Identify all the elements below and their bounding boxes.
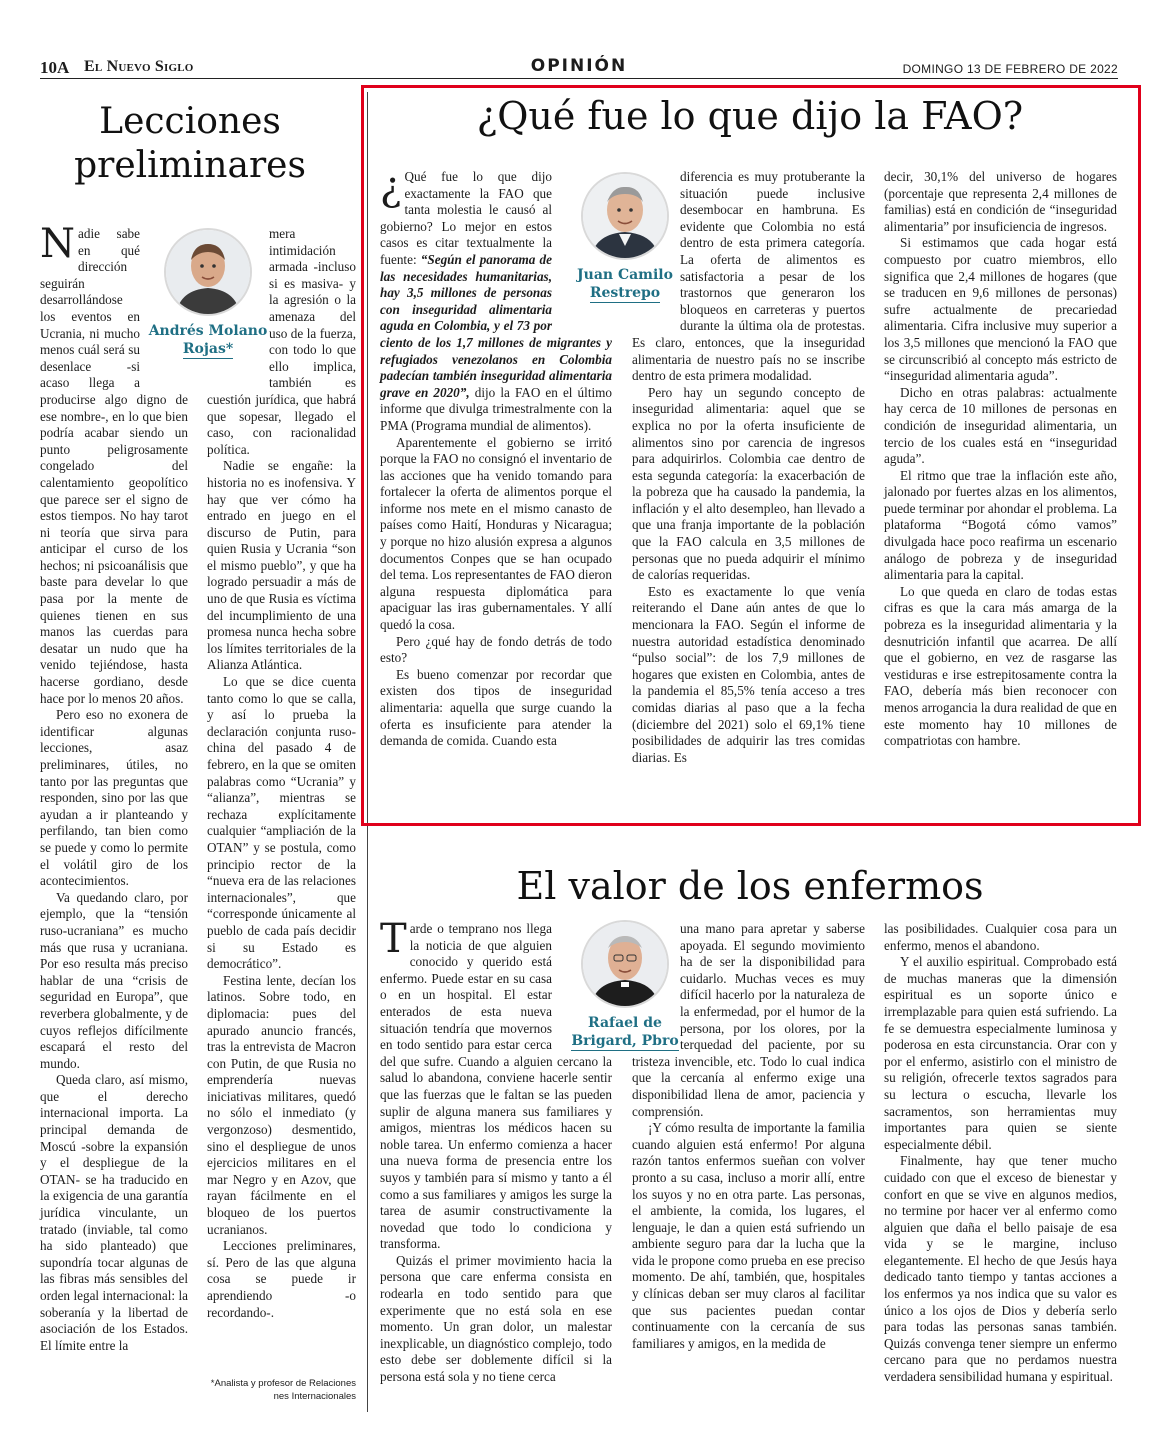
photo-gap bbox=[632, 169, 680, 319]
paragraph: Quizás el primer movimiento hacia la persona que care enferma consista en rodearla en todo sentido para que experimente que no está sola en ese momento. Un gran dolor, un malestar inexplicable, un diagnóstico complejo, todo esto debe ser doblemente difícil si la persona está sola y no tiene cerca bbox=[380, 1252, 612, 1385]
article1-title-line1: Lecciones bbox=[99, 101, 281, 142]
paragraph: Pero eso no exonera de identificar algunas lecciones, asaz preliminares, útiles, no tanto por las preguntas que responden, sino por las que ayudan a ir planteando y perfilando, tan bien como se puede y como lo permite el volátil giro de los acontecimientos. bbox=[40, 707, 188, 889]
paragraph: Pero hay un segundo concepto de inseguridad alimentaria: aquel que se explica no por la oferta insuficiente de alimentos sino por carencia de ingresos para adquirirlos. Colombia cae dentro de esta segunda categoría: la exacerbación de la pobreza que ha causado la pandemia, la inflación y el alto desempleo, han llevado a que una franja importante de la población que la FAO calcula en 3,5 millones de personas que no pueda adquirir el mínimo de calorías requeridas. bbox=[632, 384, 865, 583]
newspaper-name: El Nuevo Siglo bbox=[84, 58, 194, 75]
paragraph: ¿ Qué fue lo que dijo exactamente la FAO que tanta molestia le causó al gobierno? Lo mejor en estos casos es citar textualmente la fuente: “Según el panorama de las necesidades humanitarias, hay 3,5 millones de personas con inseguridad alimentaria aguda en Colombia, y el 73 por ciento de los 1,7 millones de migrantes y refugiados venezolanos en Colombia padecían también inseguridad alimentaria grave en 2020”, dijo la FAO en el último informe que divulga trimestralmente con la PMA (Programa mundial de alimentos). bbox=[380, 164, 612, 433]
paragraph: Lo que se dice cuenta tanto como lo que se calla, y así lo prueba la declaración conjunta ruso-china del pasado 4 de febrero, en la que se omiten palabras como “Ucrania” y “alianza”, mientras se rechaza explícitamente cualquier “ampliación de la OTAN” y se postula, como principio rector de la “nueva era de las relaciones internacionales”, que “corresponde únicamente al pueblo de cada país decidir si su Estado es democrático”. bbox=[207, 674, 356, 972]
article2-column-1 bbox=[380, 164, 612, 750]
paragraph: las posibilidades. Cualquier cosa para un enfermo, menos el abandono. bbox=[884, 921, 1117, 953]
paragraph: Aparentemente el gobierno se irritó porque la FAO no consignó el inventario de las acciones que ha venido tomando para fortalecer la oferta de alimentos porque el informe nos mete en el mismo canasto de países como Haití, Honduras y Nicaragua; y porque no hizo alusión expresa a algunos documentos Conpes que se han ocupado del tema. Los representantes de FAO dieron alguna respuesta diplomática para apaciguar las iras gubernamentales. Y allí quedó la cosa. bbox=[380, 434, 612, 633]
paragraph: Finalmente, hay que tener mucho cuidado con que el exceso de bienestar y confort en que se vive en algunos medios, no termine por hacer ver al enfermo como alguien que daña el bello paisaje de esa vida y se le margine, incluso elegantemente. El hecho de que Jesús haya dedicado tanto tiempo y tantas acciones a los enfermos ya nos indica que su valor es único a los ojos de Dios y debería serlo para todas las personas sanas también. Quizás convenga tener siempre un enfermo cercano para que no perdamos nuestra verdadera sensibilidad humana y espiritual. bbox=[884, 1153, 1117, 1385]
article3-column-2 bbox=[632, 921, 865, 1352]
photo-gap bbox=[140, 226, 188, 376]
paragraph: ¡Y cómo resulta de importante la familia cuando alguien está enfermo! Por alguna razón tantos enfermos sueñan con volver pronto a su casa, incluso a morir allí, entre los suyos y no en otra parte. Las personas, el ambiente, la comida, los lugares, el lenguaje, le dan a quien está sufriendo un ambiente seguro para dar la lucha que la vida le propone como prueba en ese preciso momento. De ahí, también, que, hospitales y clínicas deban ser muy claros al facilitar que sus pacientes puedan contar continuamente con la cercanía de sus familiares y amigos, en la medida de bbox=[632, 1120, 865, 1351]
paragraph: Nadie sabe en qué dirección seguirán desarrollándose los eventos en Ucrania, ni mucho menos cuál será su desenlace -si acaso llega a producirse algo digno de ese nombre-, en lo que bien podría acabar siendo un punto peligrosamente congelado del calentamiento geopolítico que parece ser el signo de estos tiempos. No hay tarot ni teoría que sirva para anticipar el curso de los hechos; ni psicoanálisis que baste para develar lo que pasa por la mente de quienes tienen en sus manos las cuerdas para desatar un nudo que ha venido tejiéndose, hasta hacerse gordiano, desde hace por lo menos 20 años. bbox=[40, 221, 188, 706]
paragraph: diferencia es muy protuberante la situación puede inclusive desembocar en hambruna. Es evidente que Colombia no está dentro de esta primera categoría. La oferta de alimentos es satisfactoria a pesar de los trastornos que generaron los bloqueos en carreteras y puertos durante la última ola de protestas. Es claro, entonces, que la inseguridad alimentaria de nuestro país no se inscribe dentro de esta primera modalidad. bbox=[632, 169, 865, 384]
issue-date: DOMINGO 13 DE FEBRERO DE 2022 bbox=[902, 62, 1118, 76]
author-footnote: *Analista y profesor de Relaciones nes Internacionales bbox=[210, 1378, 356, 1402]
paragraph: Tarde o temprano nos llega la noticia de que alguien conocido y querido está enfermo. Puede estar en su casa o en un hospital. El estar enterados de esta nueva situación tendría que movernos en todo sentido para estar cerca del que sufre. Cuando a alguien cercano la salud lo abandona, conviene hacerle sentir que las fuerzas que le faltan se las pueden suplir de alguna manera sus familiares y amigos, mientras los médicos hacen su noble tarea. Un enfermo comienza a hacer una nueva forma de presencia entre los suyos y también para sí mismo y tanto a él como a sus familiares y amigos les surge la tarea de asumir constructivamente la novedad que todo lo condiciona y transforma. bbox=[380, 916, 612, 1252]
paragraph: Dicho en otras palabras: actualmente hay cerca de 10 millones de personas en condición de inseguridad alimentaria, un tercio de los cuales está en “inseguridad aguda”. bbox=[884, 384, 1117, 467]
article2-column-3 bbox=[884, 169, 1117, 750]
paragraph: decir, 30,1% del universo de hogares (porcentaje que representa 2,4 millones de familias) está en condición de “inseguridad alimentaria” por insuficiencia de ingresos. bbox=[884, 169, 1117, 234]
author-name: Andrés Molano Rojas* bbox=[148, 323, 268, 357]
article1-title bbox=[40, 100, 340, 188]
paragraph: Esto es exactamente lo que venía reiterando el Dane aún antes de que lo mencionara la FAO. Según el informe de nuestra autoridad estadística denominado “pulso social”: de los 7,9 millones de hogares que existen en Colombia, antes de la pandemia el 85,5% tenía acceso a tres comidas diarias al paso que a la fecha (diciembre del 2021) solo el 69,1% tiene posibilidades de adquirir las tres comidas diarias. Es bbox=[632, 583, 865, 765]
paragraph: Es bueno comenzar por recordar que existen dos tipos de inseguridad alimentaria: aquella que surge cuando la oferta es insuficiente para atender la demanda de comida. Cuando esta bbox=[380, 666, 612, 749]
article1-column-2 bbox=[207, 226, 356, 1321]
article2-title: ¿Qué fue lo que dijo la FAO? bbox=[476, 94, 1024, 138]
article1-title-line2: preliminares bbox=[74, 145, 306, 186]
photo-gap bbox=[632, 921, 680, 1053]
paragraph: Va quedando claro, por ejemplo, que la “tensión ruso-ucraniana” es mucho más que rusa y ucraniana. Por eso resulta más preciso hablar de una “crisis de seguridad en Europa”, que reverbera globalmente, y de cuyos reflejos difícilmente escapará el resto del mundo. bbox=[40, 889, 188, 1071]
article2-column-2 bbox=[632, 169, 865, 766]
photo-gap bbox=[207, 226, 269, 382]
paragraph: Queda claro, así mismo, que el derecho internacional importa. La principal demanda de Moscú -sobre la expansión y el despliegue de la OTAN- se ha traducido en la exigencia de una garantía jurídica vinculante, un tratado (inviable, tal como ha sido planteado) que supondría tocar algunas de las fibras más sensibles del orden legal internacional: la soberanía y la libertad de asociación de los Estados. El límite entre la bbox=[40, 1072, 188, 1353]
article3-title: El valor de los enfermos bbox=[516, 864, 984, 908]
dropcap: ¿ bbox=[380, 164, 402, 210]
paragraph: Si estimamos que cada hogar está compuesto por cuatro miembros, ello significa que 2,4 millones de hogares (que se traducen en 9,6 millones de personas) sufre actualmente de precariedad alimentaria. Cifra inclusive muy superior a los 3,5 millones que mencionó la FAO que se circunscribió al concepto más estricto de “inseguridad alimentaria aguda”. bbox=[884, 235, 1117, 384]
photo-gap bbox=[552, 169, 612, 319]
paragraph: mera intimidación armada -incluso si es masiva- y la agresión o la amenaza del uso de la fuerza, con todo lo que ello implica, también es cuestión jurídica, que habrá que sopesar, llegado el caso, con racionalidad política. bbox=[207, 226, 356, 457]
section-title: OPINIÓN bbox=[530, 56, 628, 76]
paragraph: Festina lente, decían los latinos. Sobre todo, en diplomacia: pues del apurado anuncio francés, tras la entrevista de Macron con Putin, de que Rusia no emprendería nuevas iniciativas militares, quedó no sólo el inmediato (y vergonzoso) desmentido, sino el despliegue de unos ejercicios militares en el mar Negro y en Azov, que rayan fácilmente en el bloqueo de los puertos ucranianos. bbox=[207, 972, 356, 1237]
article3-column-3 bbox=[884, 921, 1117, 1386]
author-name: Juan Camilo Restrepo bbox=[577, 267, 673, 301]
article3-column-1 bbox=[380, 916, 612, 1386]
paragraph: Y el auxilio espiritual. Comprobado está de muchas maneras que la dimensión espiritual es un soporte único e irremplazable para quien está sufriendo. La fe se demuestra especialmente luminosa y poderosa en esta circunstancia. Orar con y por el enfermo, asistirlo con el ministro de su religión, ofrecerle textos sagrados para su lectura o escucha, llevarle los sacramentos, son herramientas muy importantes para quien se siente especialmente débil. bbox=[884, 954, 1117, 1152]
dropcap: T bbox=[380, 916, 407, 962]
paragraph: Pero ¿qué hay de fondo detrás de todo esto? bbox=[380, 633, 612, 666]
paragraph: Nadie se engañe: la historia no es inofensiva. Y hay que ver cómo ha entrado en juego en el discurso de Putin, para quien Rusia y Ucrania “son el mismo pueblo”, y que ha logrado persuadir a más de uno de que Rusia es víctima del incumplimiento de una promesa nunca hecha sobre los límites territoriales de la Alianza Atlántica. bbox=[207, 458, 356, 673]
fao-quote: “Según el panorama de las necesidades humanitarias, hay 3,5 millones de personas con inseguridad alimentaria aguda en Colombia, y el 73 por ciento de los 1,7 millones de migrantes y refugiados venezolanos en Colombia padecían también inseguridad alimentaria grave en 2020”, bbox=[380, 251, 612, 400]
paragraph: El ritmo que trae la inflación este año, jalonado por fuertes alzas en los alimentos, puede terminar por ahondar el problema. La plataforma “Bogotá cómo vamos” divulgada hace poco reafirma un escenario análogo de pobreza y de inseguridad alimentaria para la capital. bbox=[884, 467, 1117, 583]
paragraph: una mano para apretar y saberse apoyada. El segundo movimiento ha de ser la disponibilidad para cuidarlo. Muchas veces es muy difícil hacerlo por la naturaleza de la enfermedad, por el humor de la persona, por los olores, por la terquedad del paciente, por su tristeza invencible, etc. Todo lo cual indica que la cercanía al enfermo exige una disponibilidad llena de amor, paciencia y comprensión. bbox=[632, 921, 865, 1119]
header-rule bbox=[40, 78, 1118, 79]
paragraph: Lecciones preliminares, sí. Pero de las que alguna cosa se puede ir aprendiendo -o recordando-. bbox=[207, 1238, 356, 1320]
paragraph: Lo que queda en claro de todas estas cifras es que la cara más amarga de la pobreza es la inseguridad alimentaria y la desnutrición infantil que acarrea. De allí que el gobierno, en vez de rasgarse las vestiduras e irse estrepitosamente contra la FAO, debería más bien reconocer con menos arrogancia la dura realidad de que en este momento hay 10 millones de compatriotas con hambre. bbox=[884, 583, 1117, 749]
article1-column-1 bbox=[40, 221, 188, 1354]
page-number: 10A bbox=[40, 58, 70, 77]
dropcap: N bbox=[40, 221, 75, 267]
photo-gap bbox=[552, 921, 612, 1053]
author-name: Rafael de Brigard, Pbro bbox=[571, 1015, 679, 1049]
